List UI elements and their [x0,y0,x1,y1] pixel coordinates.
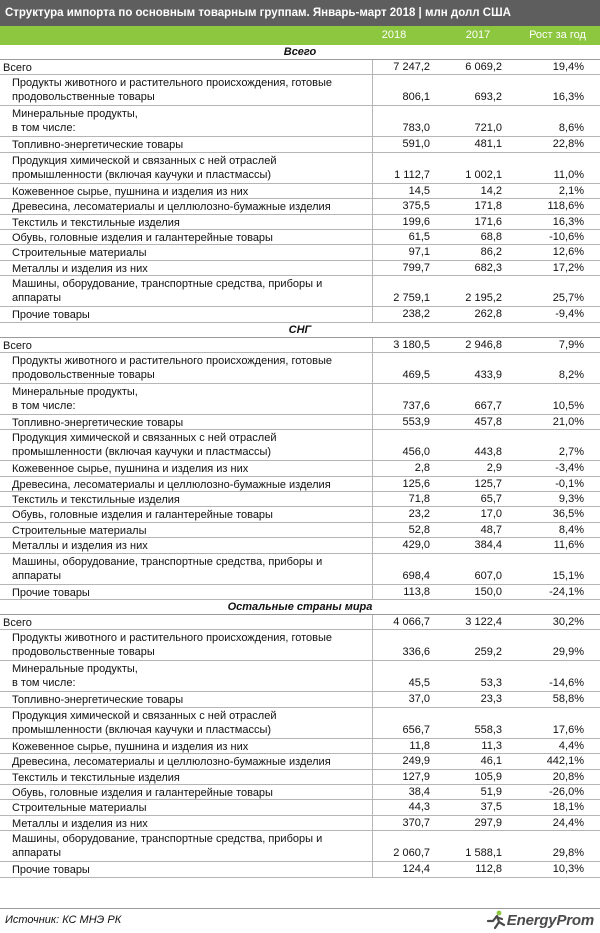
value-2018: 336,6 [402,646,430,659]
table-row [0,862,600,877]
table-row [0,816,600,831]
table-row [0,106,600,137]
table-row [0,523,600,538]
row-label: Продукты животного и растительного происхождения, готовые продовольственные товары [12,77,333,104]
value-2018: 1 112,7 [394,168,430,181]
value-2017: 171,8 [474,200,502,213]
table-row [0,477,600,492]
table-row [0,754,600,769]
row-label: Обувь, головные изделия и галантерейные товары [12,509,273,522]
table-row [0,261,600,276]
table-title: Структура импорта по основным товарным группам. Январь-март 2018 | млн долл США [0,0,600,26]
table-row [0,353,600,384]
value-2017: 2 195,2 [465,292,502,305]
value-growth: 25,7% [552,292,584,305]
table-row [0,739,600,754]
brand-logo [485,910,594,930]
value-2018: 469,5 [402,368,430,381]
table-row [0,785,600,800]
value-2018: 45,5 [408,677,430,690]
value-2017: 14,2 [480,184,502,197]
value-growth: 20,8% [552,770,584,783]
value-2018: 2 759,1 [393,292,430,305]
value-2017: 23,3 [480,693,502,706]
value-2018: 113,8 [403,585,430,598]
value-growth: 18,1% [552,801,584,814]
table-row [0,307,600,322]
value-2017: 51,9 [480,785,502,798]
value-2018: 553,9 [402,415,430,428]
table-row [0,415,600,430]
value-growth: 58,8% [552,693,584,706]
table-row [0,770,600,785]
value-2018: 125,6 [402,477,430,490]
value-2017: 6 069,2 [465,61,502,73]
table-row [0,199,600,214]
table-row [0,230,600,245]
table-row [0,153,600,184]
row-label: Древесина, лесоматериалы и целлюлозно-бумажные изделия [12,756,331,769]
value-2018: 2 060,7 [393,847,430,860]
value-growth: 9,3% [558,493,584,506]
running-figure-icon [485,910,507,930]
value-2017: 721,0 [474,122,502,135]
row-label: Минеральные продукты, в том числе: [12,108,138,135]
section-header: СНГ [0,323,600,338]
value-growth: 10,5% [552,399,584,412]
row-label: Текстиль и текстильные изделия [12,216,180,229]
value-growth: 4,4% [558,739,584,752]
table-row [0,384,600,415]
value-2018: 806,1 [402,91,430,104]
table-row [0,276,600,307]
value-2017: 384,4 [474,539,502,552]
row-label: Машины, оборудование, транспортные средства, приборы и аппараты [12,833,323,860]
row-label: Прочие товары [12,586,90,599]
value-growth: -26,0% [549,785,584,798]
row-label: Прочие товары [12,309,90,322]
table-row [0,492,600,507]
column-header-2017: 2017 [465,29,491,41]
value-2017: 86,2 [480,246,502,259]
footer [0,908,600,933]
table-row [0,554,600,585]
value-2017: 37,5 [480,801,502,814]
value-2017: 17,0 [480,508,502,521]
row-label: Кожевенное сырье, пушнина и изделия из них [12,463,249,476]
table-row [0,507,600,522]
value-2017: 607,0 [474,569,502,582]
source-note: Источник: КС МНЭ РК [5,914,122,926]
value-growth: 8,2% [558,368,584,381]
value-growth: 29,8% [552,847,584,860]
value-growth: 16,3% [552,215,584,228]
table-row [0,461,600,476]
value-2018: 3 180,5 [393,338,430,351]
table-row [0,215,600,230]
row-label: Всего [3,617,32,630]
value-growth: 30,2% [552,616,584,629]
value-2017: 125,7 [474,477,502,490]
footer-divider [0,908,600,909]
column-header-2018: 2018 [381,29,407,41]
table-row [0,245,600,260]
row-label: Всего [3,339,32,352]
row-label: Металлы и изделия из них [12,262,148,275]
value-2018: 656,7 [402,723,430,736]
value-2018: 4 066,7 [393,616,430,629]
column-header-growth: Рост за год [529,29,586,41]
column-header-row [0,26,600,45]
value-2018: 370,7 [402,816,430,829]
value-growth: 22,8% [552,138,584,151]
row-label: Продукция химической и связанных с ней отраслей промышленности (включая каучуки и пластмассы) [12,154,277,181]
value-2017: 171,6 [474,215,502,228]
value-2017: 443,8 [474,446,502,459]
row-label: Обувь, головные изделия и галантерейные товары [12,786,273,799]
value-growth: 2,7% [558,446,584,459]
value-growth: 17,2% [552,261,584,274]
value-growth: -14,6% [549,677,584,690]
value-growth: -9,4% [555,308,584,321]
value-growth: -24,1% [549,585,584,598]
table-row [0,184,600,199]
value-2017: 1 588,1 [465,847,502,860]
value-2018: 783,0 [402,122,430,135]
value-2017: 1 002,1 [465,168,502,181]
row-label: Машины, оборудование, транспортные средства, приборы и аппараты [12,555,323,582]
value-2017: 3 122,4 [465,616,502,629]
value-2018: 375,5 [402,200,430,213]
row-label: Минеральные продукты, в том числе: [12,385,138,412]
row-label: Кожевенное сырье, пушнина и изделия из них [12,740,249,753]
table-row [0,800,600,815]
value-2017: 457,8 [474,415,502,428]
value-growth: 10,3% [552,863,584,876]
value-2017: 105,9 [474,770,502,783]
table-row [0,708,600,739]
row-label: Древесина, лесоматериалы и целлюлозно-бумажные изделия [12,201,331,214]
value-2017: 481,1 [474,138,502,151]
table-row [0,831,600,862]
value-2018: 591,0 [402,138,430,151]
value-growth: -10,6% [549,230,584,243]
row-label: Строительные материалы [12,247,147,260]
value-2018: 7 247,2 [393,61,430,73]
value-2017: 46,1 [480,755,502,768]
value-2018: 52,8 [408,523,430,536]
value-2017: 682,3 [474,261,502,274]
table-row [0,630,600,661]
value-growth: -0,1% [555,477,584,490]
value-growth: 29,9% [552,646,584,659]
value-growth: 21,0% [552,415,584,428]
row-label: Топливно-энергетические товары [12,416,184,429]
value-2018: 23,2 [408,508,430,521]
value-2018: 238,2 [402,308,430,321]
table-row [0,75,600,106]
value-2018: 44,3 [408,801,430,814]
value-2018: 97,1 [408,246,430,259]
value-growth: 16,3% [552,91,584,104]
value-2018: 61,5 [408,230,430,243]
value-2017: 150,0 [474,585,502,598]
row-label: Продукты животного и растительного происхождения, готовые продовольственные товары [12,354,333,381]
value-growth: 118,6% [547,200,584,213]
value-growth: 7,9% [558,338,584,351]
value-2017: 558,3 [474,723,502,736]
table-row [0,538,600,553]
table-row-total [0,615,600,630]
row-label: Древесина, лесоматериалы и целлюлозно-бумажные изделия [12,478,331,491]
table-row [0,585,600,600]
value-2017: 693,2 [474,91,502,104]
value-2017: 667,7 [474,399,502,412]
value-2017: 262,8 [474,308,502,321]
value-2018: 2,8 [414,462,430,475]
value-2017: 2,9 [486,462,502,475]
row-label: Продукты животного и растительного происхождения, готовые продовольственные товары [12,632,333,659]
row-label: Строительные материалы [12,524,147,537]
value-growth: 11,0% [553,168,584,181]
table-row [0,137,600,152]
row-label: Строительные материалы [12,802,147,815]
value-2017: 433,9 [474,368,502,381]
value-2017: 48,7 [480,523,502,536]
table-row [0,430,600,461]
value-2018: 799,7 [402,261,430,274]
row-label: Текстиль и текстильные изделия [12,771,180,784]
row-label: Кожевенное сырье, пушнина и изделия из них [12,185,249,198]
table-row [0,692,600,707]
value-2018: 14,5 [408,184,430,197]
table-row-total [0,338,600,353]
row-label: Минеральные продукты, в том числе: [12,663,138,690]
value-2018: 456,0 [402,446,430,459]
row-label: Машины, оборудование, транспортные средства, приборы и аппараты [12,278,323,305]
brand-name: EnergyProm [506,911,594,929]
value-growth: 24,4% [552,816,584,829]
value-2017: 65,7 [480,493,502,506]
value-2017: 11,3 [481,739,502,752]
value-2018: 11,8 [409,739,430,752]
value-2018: 71,8 [408,493,430,506]
value-growth: 19,4% [552,61,584,73]
row-label: Продукция химической и связанных с ней отраслей промышленности (включая каучуки и пластмассы) [12,432,277,459]
value-2017: 112,8 [475,863,502,876]
value-2017: 68,8 [480,230,502,243]
value-growth: 8,6% [558,122,584,135]
row-label: Обувь, головные изделия и галантерейные товары [12,231,273,244]
value-2018: 737,6 [402,399,430,412]
value-growth: 2,1% [558,184,584,197]
value-growth: 36,5% [552,508,584,521]
row-label: Продукция химической и связанных с ней отраслей промышленности (включая каучуки и пластмассы) [12,709,277,736]
row-label: Металлы и изделия из них [12,540,148,553]
section-header: Всего [0,45,600,60]
value-2017: 2 946,8 [465,338,502,351]
value-growth: 17,6% [552,723,584,736]
value-growth: 442,1% [546,755,584,768]
row-label: Топливно-энергетические товары [12,694,184,707]
table-row [0,661,600,692]
row-label: Металлы и изделия из них [12,817,148,830]
value-2017: 53,3 [480,677,502,690]
value-2017: 297,9 [474,816,502,829]
table-row-total [0,60,600,75]
value-growth: 11,6% [553,539,584,552]
value-2018: 38,4 [408,785,430,798]
row-label: Всего [3,62,32,74]
value-2018: 429,0 [402,539,430,552]
value-2018: 124,4 [402,863,430,876]
row-label: Прочие товары [12,864,90,877]
value-2018: 249,9 [402,755,430,768]
value-growth: -3,4% [555,462,584,475]
value-2018: 199,6 [402,215,430,228]
section-header: Остальные страны мира [0,600,600,615]
value-growth: 8,4% [558,523,584,536]
row-label: Текстиль и текстильные изделия [12,494,180,507]
row-label: Топливно-энергетические товары [12,139,184,152]
value-2018: 127,9 [402,770,430,783]
import-structure-table [0,45,600,878]
value-growth: 15,1% [552,569,584,582]
value-2017: 259,2 [474,646,502,659]
value-growth: 12,6% [552,246,584,259]
value-2018: 37,0 [408,693,430,706]
value-2018: 698,4 [402,569,430,582]
